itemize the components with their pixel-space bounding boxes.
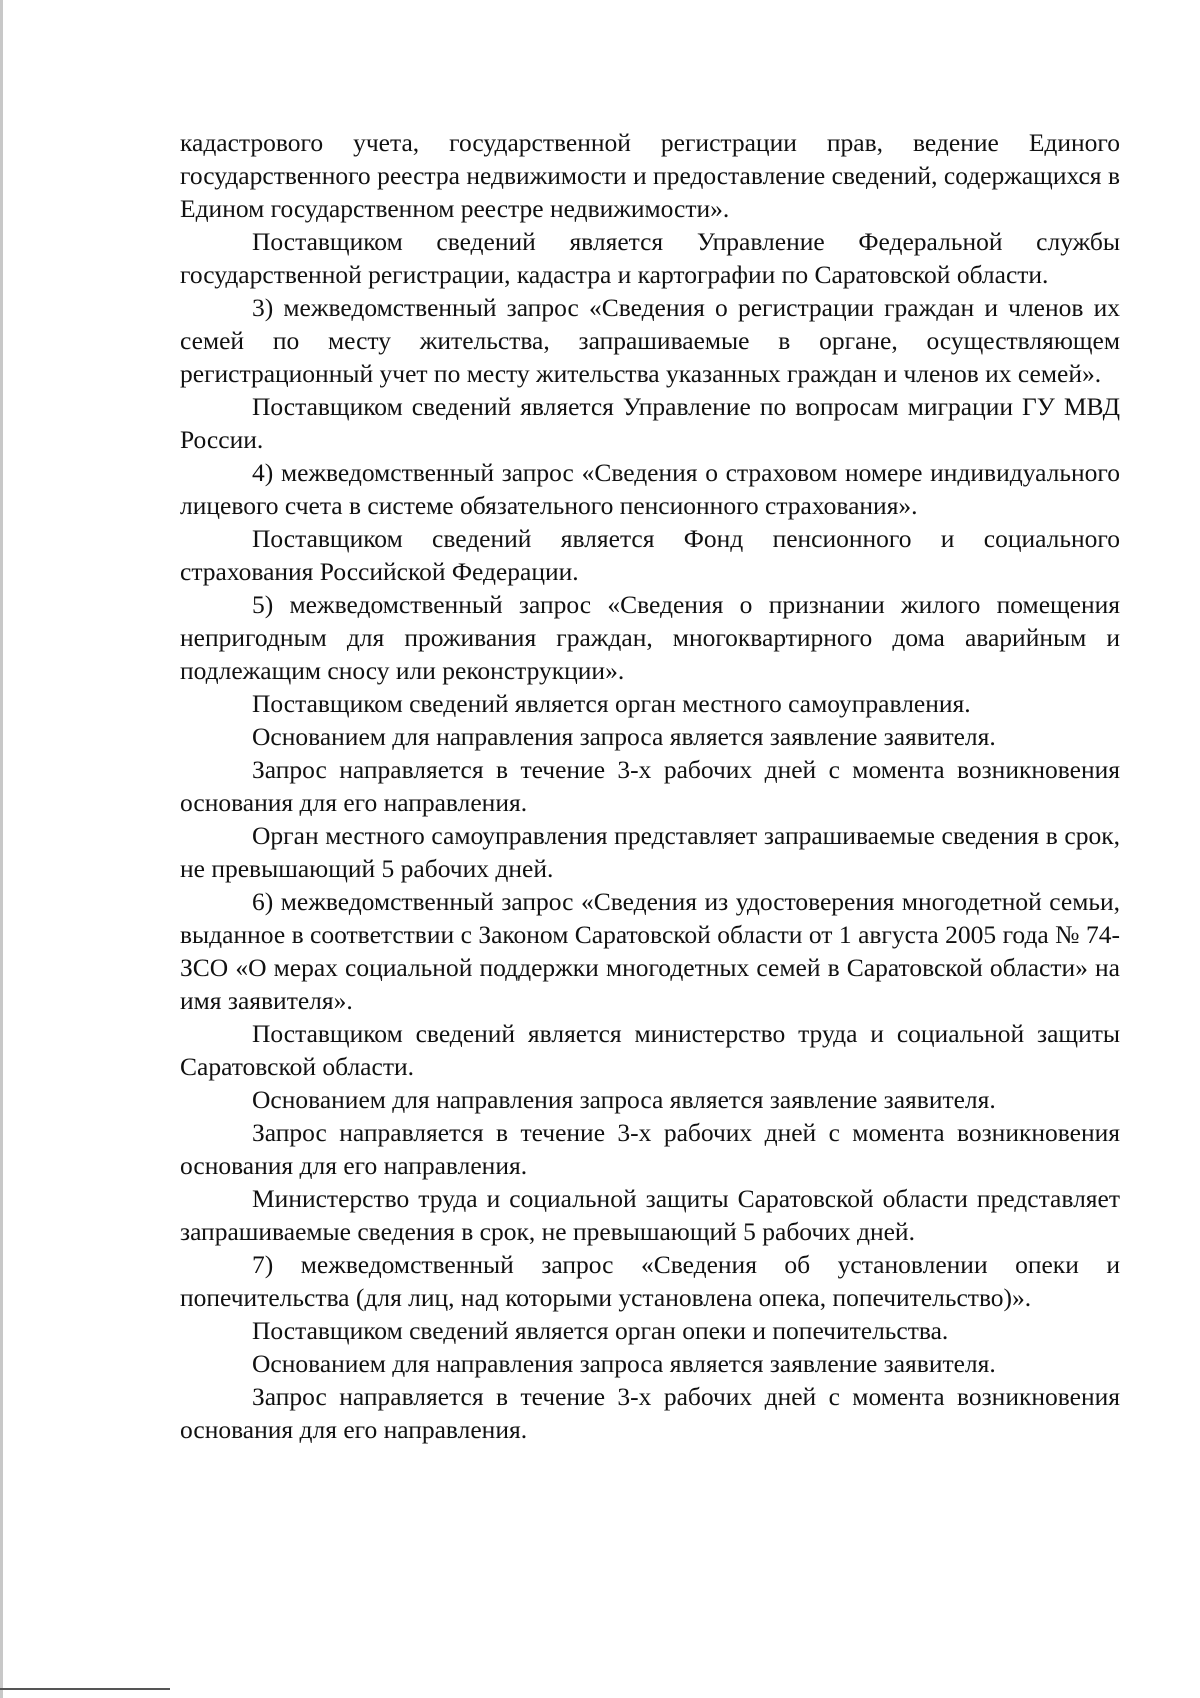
- document-paragraph: 3) межведомственный запрос «Сведения о регистрации граждан и членов их семей по месту жительства, запрашиваемые в органе, осуществляющем регистрационный учет по месту жительства указанных граждан и членов их семей».: [180, 293, 1120, 388]
- document-paragraph: Основанием для направления запроса является заявление заявителя.: [252, 1085, 996, 1114]
- document-paragraph: Основанием для направления запроса является заявление заявителя.: [252, 722, 996, 751]
- scan-edge-left: [0, 0, 3, 1698]
- document-paragraph: Запрос направляется в течение 3-х рабочих дней с момента возникновения основания для его направления.: [180, 1382, 1120, 1444]
- document-paragraph: Поставщиком сведений является орган опеки и попечительства.: [252, 1316, 949, 1345]
- document-paragraph: Поставщиком сведений является Фонд пенсионного и социального страхования Российской Федерации.: [180, 524, 1120, 586]
- document-paragraph: 7) межведомственный запрос «Сведения об установлении опеки и попечительства (для лиц, над которыми установлена опека, попечительство)».: [180, 1250, 1120, 1312]
- document-paragraph: Министерство труда и социальной защиты Саратовской области представляет запрашиваемые сведения в срок, не превышающий 5 рабочих дней.: [180, 1184, 1120, 1246]
- document-paragraph: 5) межведомственный запрос «Сведения о признании жилого помещения непригодным для проживания граждан, многоквартирного дома аварийным и подлежащим сносу или реконструкции».: [180, 590, 1120, 685]
- document-paragraph: Поставщиком сведений является Управление Федеральной службы государственной регистрации, кадастра и картографии по Саратовской области.: [180, 227, 1120, 289]
- document-paragraph: Поставщиком сведений является министерство труда и социальной защиты Саратовской области.: [180, 1019, 1120, 1081]
- document-paragraph: Орган местного самоуправления представляет запрашиваемые сведения в срок, не превышающий 5 рабочих дней.: [180, 821, 1120, 883]
- document-paragraph: Запрос направляется в течение 3-х рабочих дней с момента возникновения основания для его направления.: [180, 1118, 1120, 1180]
- document-paragraph: Запрос направляется в течение 3-х рабочих дней с момента возникновения основания для его направления.: [180, 755, 1120, 817]
- document-paragraph: Поставщиком сведений является Управление по вопросам миграции ГУ МВД России.: [180, 392, 1120, 454]
- document-paragraph: 6) межведомственный запрос «Сведения из удостоверения многодетной семьи, выданное в соответствии с Законом Саратовской области от 1 августа 2005 года № 74-ЗСО «О мерах социальной поддержки многодетных семей в Саратовской области» на имя заявителя».: [180, 887, 1120, 1015]
- scan-edge-bottom: [0, 1688, 170, 1690]
- document-paragraph: Поставщиком сведений является орган местного самоуправления.: [252, 689, 971, 718]
- document-body: [180, 126, 1120, 1446]
- document-paragraph: кадастрового учета, государственной регистрации прав, ведение Единого государственного реестра недвижимости и предоставление сведений, содержащихся в Едином государственном реестре недвижимости».: [180, 128, 1120, 223]
- document-paragraph: 4) межведомственный запрос «Сведения о страховом номере индивидуального лицевого счета в системе обязательного пенсионного страхования».: [180, 458, 1120, 520]
- document-paragraph: Основанием для направления запроса является заявление заявителя.: [252, 1349, 996, 1378]
